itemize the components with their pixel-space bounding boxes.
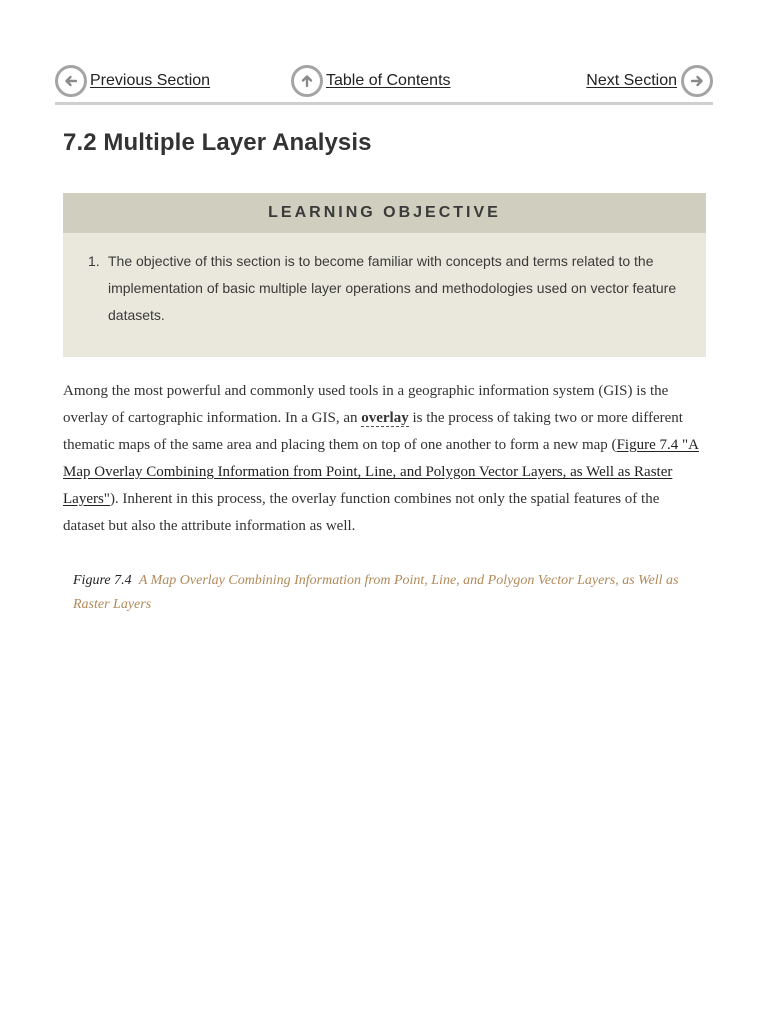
learning-objective-heading: LEARNING OBJECTIVE [63, 193, 706, 233]
figure-label: Figure 7.4 [73, 573, 132, 588]
list-item-text: The objective of this section is to become familiar with concepts and terms related to the implementation of basic multiple layer operations and methodologies used on vector feature datasets. [108, 253, 677, 323]
body-paragraph [63, 378, 703, 540]
learning-objective-list [88, 248, 678, 329]
table-of-contents-label: Table of Contents [326, 72, 451, 89]
table-of-contents-link[interactable] [291, 64, 451, 98]
navigation-divider [55, 102, 713, 105]
previous-section-label: Previous Section [90, 72, 211, 89]
page-title: 7.2 Multiple Layer Analysis [63, 129, 372, 156]
arrow-right-icon [681, 65, 713, 97]
next-section-link[interactable] [586, 64, 713, 98]
figure-title: A Map Overlay Combining Information from Point, Line, and Polygon Vector Layers, as Well as Raster Layers [73, 573, 679, 612]
learning-objective-item [88, 248, 678, 329]
glossary-term-overlay[interactable]: overlay [361, 410, 409, 426]
next-section-label: Next Section [586, 72, 677, 89]
figure-reference-link[interactable]: Figure 7.4 "A Map Overlay Combining Information from Point, Line, and Polygon Vector Layers, as Well as Raster Layers" [63, 437, 699, 507]
learning-objective-box [63, 193, 706, 357]
arrow-up-icon [291, 65, 323, 97]
section-navigation [55, 64, 713, 98]
body-text-part: Among the most powerful and commonly used tools in a geographic information system (GIS) is the overlay of cartographic information. In a GIS, an [63, 383, 669, 426]
arrow-left-icon [55, 65, 87, 97]
body-text-part: ). Inherent in this process, the overlay function combines not only the spatial features of the dataset but also the attribute information as well. [63, 491, 660, 534]
body-text-part: is the process of taking two or more different thematic maps of the same area and placing them on top of one another to form a new map ( [63, 410, 683, 453]
list-item-number: 1. [88, 253, 100, 269]
previous-section-link[interactable] [55, 64, 210, 98]
figure-caption [73, 569, 703, 617]
